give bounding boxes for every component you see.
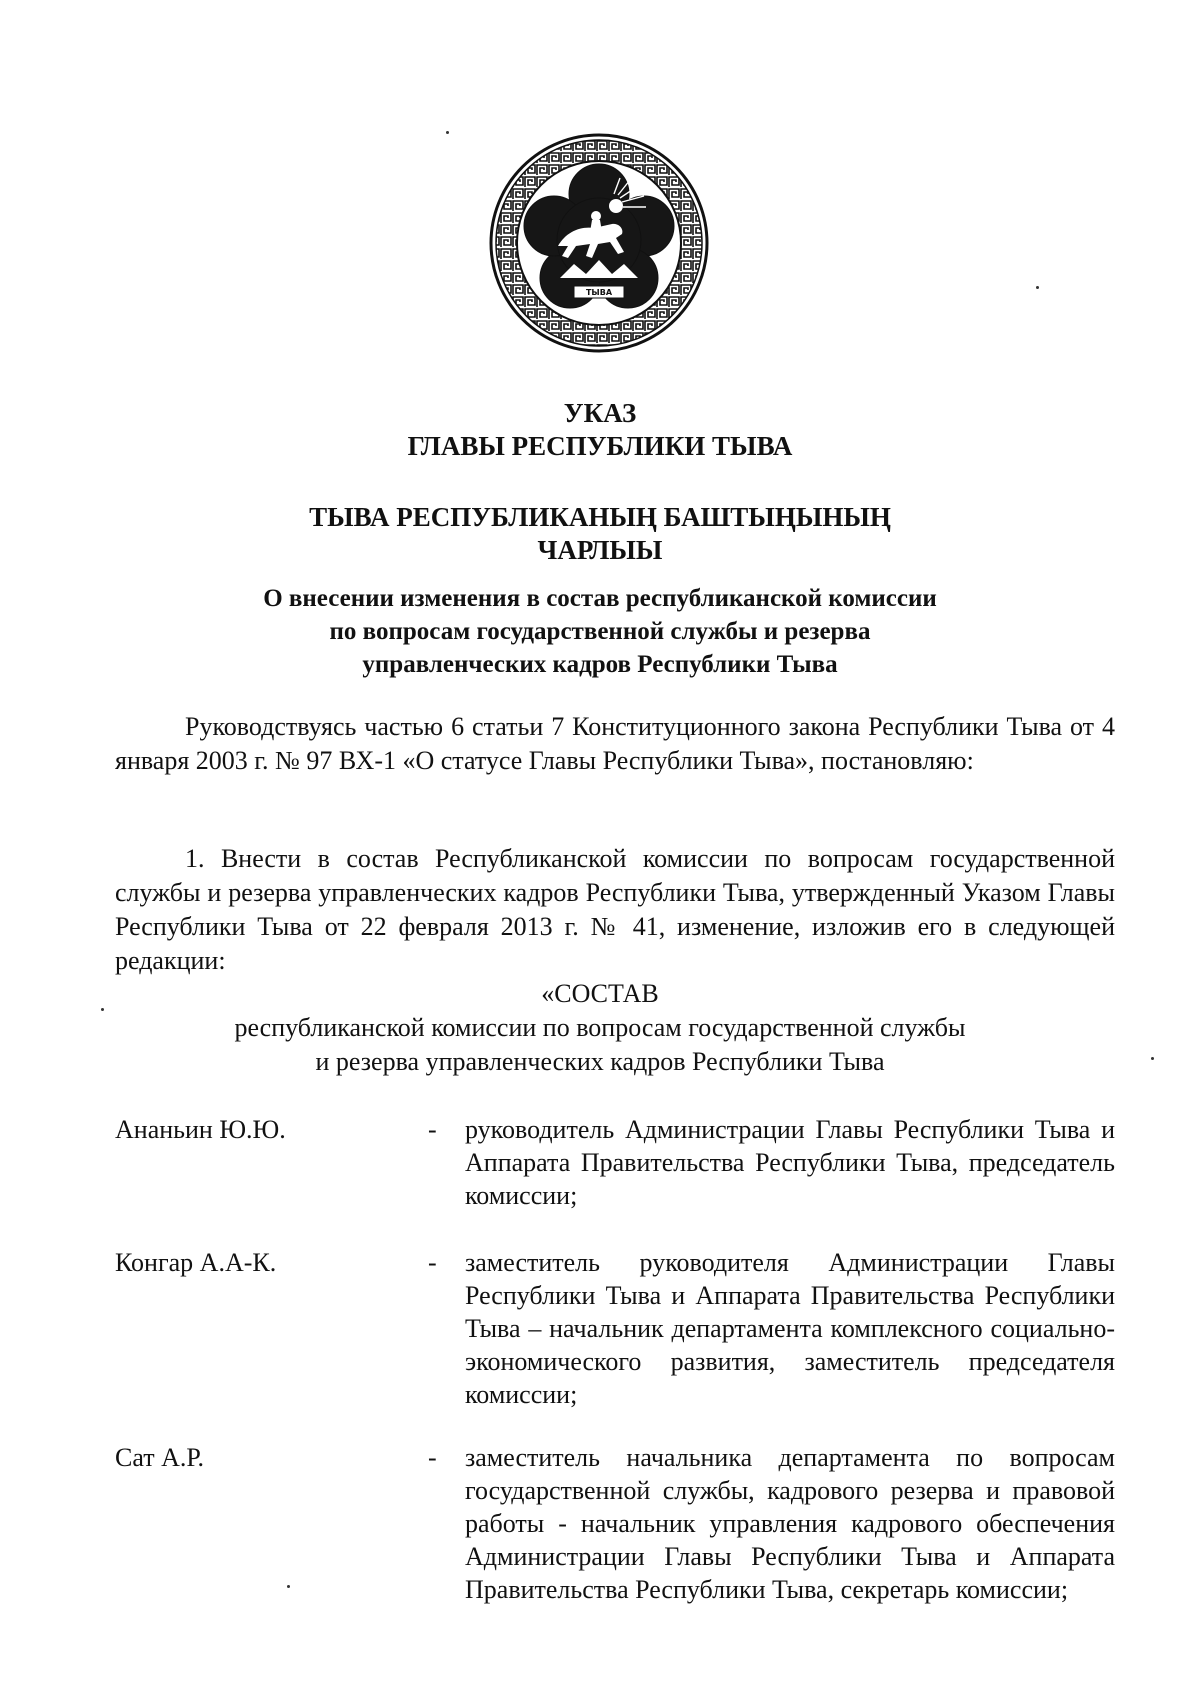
document-type-title: УКАЗ bbox=[563, 398, 637, 428]
member-dash: - bbox=[428, 1115, 437, 1144]
subject-line: управленческих кадров Республики Тыва bbox=[362, 651, 838, 678]
item-1-paragraph: 1. Внести в состав Республиканской комиссии по вопросам государственной службы и резерва управленческих кадров Республики Тыва, утвержденный Указом Главы Республики Тыва от 22 февраля 2013 г. № 41, изменение, изложив его в следующей редакции: bbox=[115, 844, 1115, 975]
issuer-title-tyvan-line2: ЧАРЛЫЫ bbox=[537, 535, 663, 565]
scan-speck bbox=[1036, 286, 1039, 289]
document-subject bbox=[0, 582, 1200, 681]
scan-speck bbox=[287, 1585, 290, 1588]
subject-line: по вопросам государственной службы и резерва bbox=[329, 618, 871, 645]
issuer-title: ГЛАВЫ РЕСПУБЛИКИ ТЫВА bbox=[407, 431, 793, 461]
svg-text:ТЫВА: ТЫВА bbox=[585, 288, 613, 297]
intro-paragraph: Руководствуясь частью 6 статьи 7 Конституционного закона Республики Тыва от 4 января 2003 г. № 97 ВХ-1 «О статусе Главы Республики Тыва», постановляю: bbox=[115, 712, 1115, 775]
issuer-title-tyvan-line1: ТЫВА РЕСПУБЛИКАНЫҢ БАШТЫҢЫНЫҢ bbox=[309, 502, 891, 532]
composition-title: «СОСТАВ bbox=[541, 979, 659, 1008]
member-name: Ананьин Ю.Ю. bbox=[115, 1115, 286, 1144]
composition-subtitle-line: республиканской комиссии по вопросам государственной службы bbox=[234, 1013, 966, 1042]
coat-of-arms-emblem-icon bbox=[488, 128, 710, 358]
scan-speck bbox=[101, 1008, 104, 1011]
composition-subtitle bbox=[0, 1011, 1200, 1079]
member-role: заместитель руководителя Администрации Главы Республики Тыва и Аппарата Правительства Республики Тыва – начальник департамента комплексного социально-экономического развития, заместитель председателя комиссии; bbox=[465, 1248, 1115, 1409]
member-dash: - bbox=[428, 1443, 437, 1472]
scan-speck bbox=[446, 131, 449, 134]
composition-subtitle-line: и резерва управленческих кадров Республики Тыва bbox=[315, 1047, 885, 1076]
member-name: Сат А.Р. bbox=[115, 1443, 205, 1472]
member-name: Конгар А.А-К. bbox=[115, 1248, 277, 1277]
subject-line: О внесении изменения в состав республиканской комиссии bbox=[263, 585, 937, 612]
member-role: заместитель начальника департамента по вопросам государственной службы, кадрового резерва и правовой работы - начальник управления кадрового обеспечения Администрации Главы Республики Тыва и Аппарата Правительства Республики Тыва, секретарь комиссии; bbox=[465, 1443, 1115, 1604]
scan-speck bbox=[1151, 1057, 1154, 1060]
member-dash: - bbox=[428, 1248, 437, 1277]
member-role: руководитель Администрации Главы Республики Тыва и Аппарата Правительства Республики Тыва, председатель комиссии; bbox=[465, 1115, 1115, 1210]
